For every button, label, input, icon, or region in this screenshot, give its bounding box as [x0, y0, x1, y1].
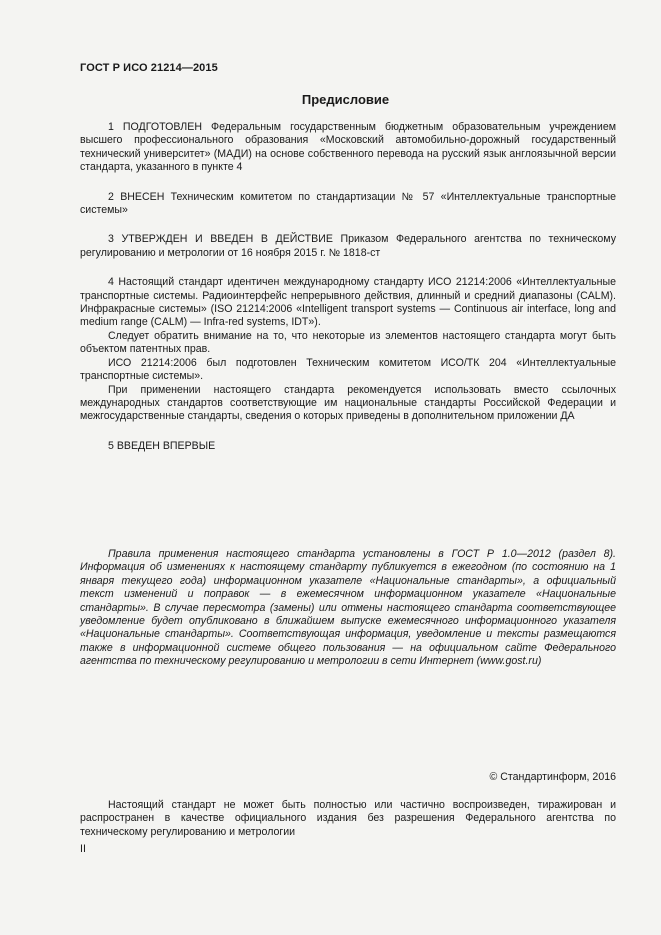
page-title: Предисловие: [301, 92, 390, 107]
section-4: 4 Настоящий стандарт идентичен международному стандарту ИСО 21214:2006 «Интеллектуальные транспортные системы. Радиоинтерфейс непрерывного действия, длинный и средний диапазоны (CALM). Инфракрасные системы» (ISO 21214:2006 «Intelligent transport systems — Continuous air interface, long and medium range (CALM) — Infra-red systems, IDT»).: [80, 276, 616, 329]
application-rules-notice: Правила применения настоящего стандарта установлены в ГОСТ Р 1.0—2012 (раздел 8). Информация об изменениях к настоящему стандарту публикуется в ежегодном (по состоянию на 1 января текущего года) информационном указателе «Национальные стандарты», а официальный текст изменений и поправок — в ежемесячном информационном указателе «Национальные стандарты». В случае пересмотра (замены) или отмены настоящего стандарта соответствующее уведомление будет опубликовано в ближайшем выпуске ежемесячного информационного указателя «Национальные стандарты». Соответствующая информация, уведомление и тексты размещаются также в информационной системе общего пользования — на официальном сайте Федерального агентства по техническому регулированию и метрологии в сети Интернет (www.gost.ru): [80, 548, 616, 668]
section-4-references-note: При применении настоящего стандарта рекомендуется использовать вместо ссылочных международных стандартов соответствующие им национальные стандарты Российской Федерации и межгосударственные стандарты, сведения о которых приведены в дополнительном приложении ДА: [80, 383, 616, 423]
section-2: 2 ВНЕСЕН Техническим комитетом по стандартизации № 57 «Интеллектуальные транспортные системы»: [80, 190, 616, 217]
document-id-header: ГОСТ Р ИСО 21214—2015: [80, 62, 218, 74]
section-1: 1 ПОДГОТОВЛЕН Федеральным государственным бюджетным образовательным учреждением высшего профессионального образования «Московский автомобильно-дорожный государственный технический университет» (МАДИ) на основе собственного перевода на русский язык англоязычной версии стандарта, указанного в пункте 4: [80, 121, 616, 174]
section-4-committee-note: ИСО 21214:2006 был подготовлен Техническим комитетом ИСО/ТК 204 «Интеллектуальные транспортные системы».: [80, 356, 616, 383]
section-5: 5 ВВЕДЕН ВПЕРВЫЕ: [108, 439, 216, 452]
page-number: II: [80, 843, 86, 855]
reproduction-rights-note: Настоящий стандарт не может быть полностью или частично воспроизведен, тиражирован и распространен в качестве официального издания без разрешения Федерального агентства по техническому регулированию и метрологии: [80, 799, 616, 838]
copyright-line: © Стандартинформ, 2016: [489, 771, 616, 783]
section-3: 3 УТВЕРЖДЕН И ВВЕДЕН В ДЕЙСТВИЕ Приказом Федерального агентства по техническому регулированию и метрологии от 16 ноября 2015 г. № 1818-ст: [80, 233, 616, 259]
foreword-body: [80, 121, 616, 453]
section-4-patent-note: Следует обратить внимание на то, что некоторые из элементов настоящего стандарта могут быть объектом патентных прав.: [80, 329, 616, 356]
